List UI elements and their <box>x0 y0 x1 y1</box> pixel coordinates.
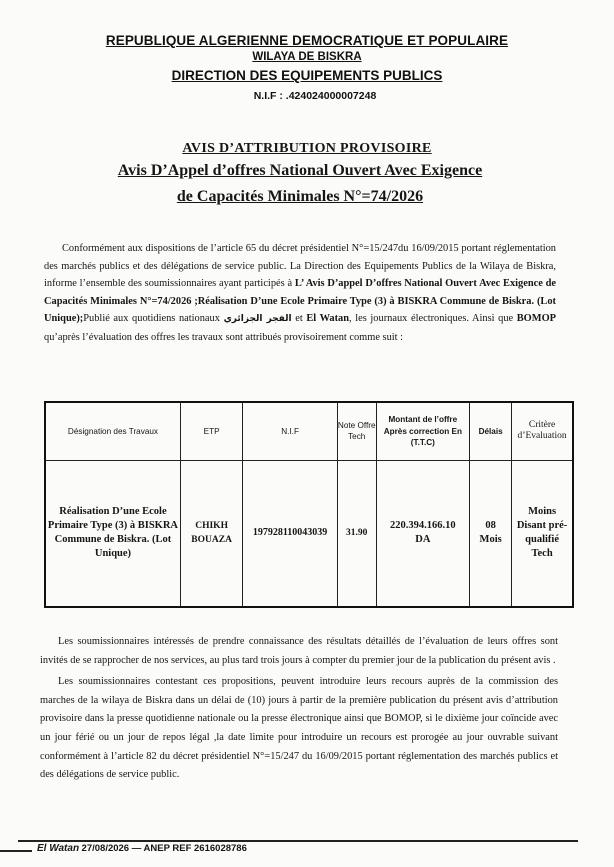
wilaya-heading: WILAYA DE BISKRA <box>252 51 362 63</box>
table-row <box>45 460 573 607</box>
footer-date-ref: 27/08/2026 — ANEP REF 2616028786 <box>81 843 247 854</box>
closing-text-1: Les soumissionnaires intéressés de prendre connaissance des résultats détaillés de l’évaluation de leurs offres sont invités de se rapprocher de nos services, au plus tard trois jours à compter du premier jour de la publication du présent avis . <box>40 636 558 666</box>
header-montant: Montant de l’offre Après correction En (T.T.C) <box>376 402 470 460</box>
closing-section <box>40 633 558 788</box>
nif-number: N.I.F : .424024000007248 <box>253 90 377 102</box>
notice-title: AVIS D’ATTRIBUTION PROVISOIRE <box>182 141 432 156</box>
attribution-table <box>44 401 574 608</box>
notice-subtitle-line1: Avis D’Appel d’offres National Ouvert Avec Exigence <box>117 162 483 179</box>
cell-critere: Moins Disant pré-qualifié Tech <box>512 460 573 607</box>
intro-bold-tender: L’ Avis D’appel D’offres National Ouvert Avec Exigence de Capacités Minimales N°=74/2026 ;Réalisation D’une Ecole Primaire Type (3) à BISKRA Commune de Biskra. (Lot Unique); <box>44 278 556 325</box>
header-etp: ETP <box>180 402 242 460</box>
cell-designation: Réalisation D’une Ecole Primaire Type (3) à BISKRA Commune de Biskra. (Lot Unique) <box>45 460 180 607</box>
closing-paragraph-2 <box>40 673 558 785</box>
notice-subtitle-line2: de Capacités Minimales N°=74/2026 <box>176 188 424 205</box>
intro-text-3: et <box>291 313 307 325</box>
intro-bold-elwatan: El Watan <box>306 313 350 325</box>
intro-bold-bomop: BOMOP <box>516 313 556 325</box>
intro-text-1: Conformément aux dispositions de l’article 65 du décret présidentiel N°=15/247du 16/09/2015 portant réglementation des marchés publics et des délégations de service public. La Direction des Equipements Publics de la Wilaya de Biskra, informe l’ensemble des soumissionnaires ayant participés à <box>44 243 556 290</box>
intro-text-4: , les journaux électroniques. Ainsi que <box>349 313 517 325</box>
header-note: Note Offre Tech <box>337 402 376 460</box>
intro-arabic-newspaper: الفجر الجزائري <box>223 314 292 325</box>
header-delais: Délais <box>470 402 512 460</box>
publication-footer <box>37 843 247 854</box>
footer-newspaper: El Watan <box>37 843 80 854</box>
table-header-row <box>45 402 573 460</box>
republic-heading: REPUBLIQUE ALGERIENNE DEMOCRATIQUE ET POPULAIRE <box>105 33 509 48</box>
cell-delais: 08 Mois <box>470 460 512 607</box>
cell-nif: 197928110043039 <box>243 460 338 607</box>
footer-dash <box>0 850 32 852</box>
header-designation: Désignation des Travaux <box>45 402 180 460</box>
closing-text-2: Les soumissionnaires contestant ces propositions, peuvent introduire leurs recours auprès de la commission des marches de la wilaya de Biskra dans un délai de (10) jours à partir de la première publication du présent avis d’attribution provisoire dans la presse quotidienne nationale ou la presse électronique ainsi que BOMOP, si le dixième jour coïncide avec un jour férié ou un jour de repos légal ,la date limite pour introduire un recours est prorogée au jour ouvrable suivant conformément à l’article 82 du décret présidentiel N°=15/247 du 16/09/2015 portant réglementation des marchés publics et des délégations de service public. <box>40 676 558 781</box>
direction-heading: DIRECTION DES EQUIPEMENTS PUBLICS <box>171 68 443 83</box>
cell-etp: CHIKH BOUAZA <box>180 460 242 607</box>
intro-text-2: Publié aux quotidiens nationaux <box>83 313 224 325</box>
header-critere: Critère d’Evaluation <box>512 402 573 460</box>
footer-divider <box>18 840 578 842</box>
cell-montant: 220.394.166.10 DA <box>376 460 470 607</box>
cell-note: 31.90 <box>337 460 376 607</box>
intro-text-5: qu’après l’évaluation des offres les travaux sont attribués provisoirement comme suit : <box>44 331 404 343</box>
closing-paragraph-1 <box>40 633 558 670</box>
intro-paragraph <box>44 240 556 347</box>
header-nif: N.I.F <box>243 402 338 460</box>
